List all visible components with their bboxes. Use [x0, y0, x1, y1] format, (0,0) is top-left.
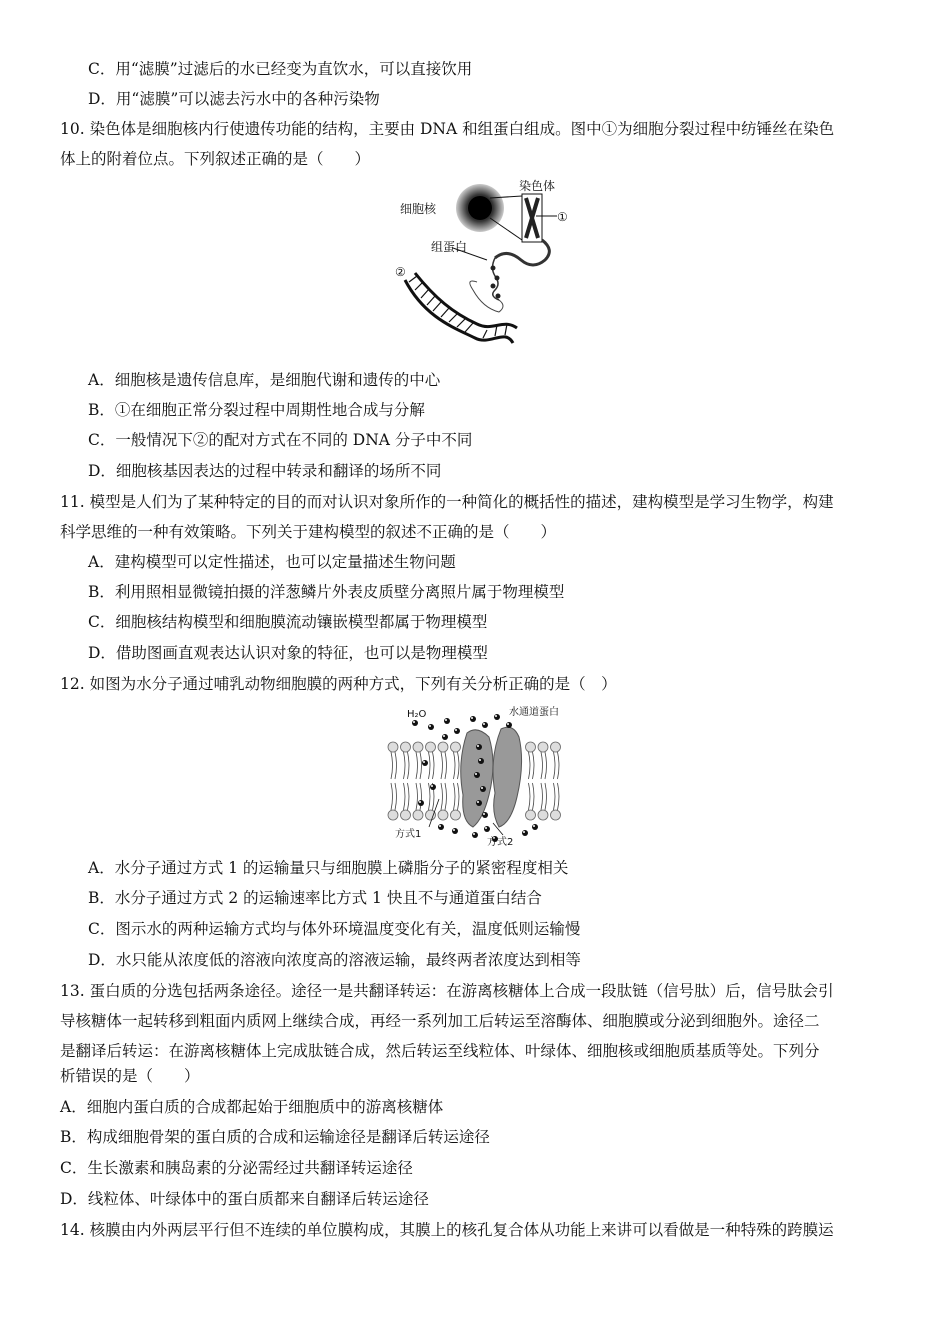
label-water-channel-protein: 水通道蛋白: [509, 707, 559, 718]
q10-stem-line-1: 10. 染色体是细胞核内行使遗传功能的结构，主要由 DNA 和组蛋白组成。图中①为细胞分裂过程中纺锤丝在染色: [60, 120, 835, 138]
marker-2: ②: [395, 265, 406, 279]
q12-option-a: A．水分子通过方式 1 的运输量只与细胞膜上磷脂分子的紧密程度相关: [88, 859, 569, 877]
q10-stem-line-2: 体上的附着位点。下列叙述正确的是（ ）: [60, 150, 371, 168]
q13-stem-line-2: 导核糖体一起转移到粗面内质网上继续合成，再经一系列加工后转运至溶酶体、细胞膜或分泌到细胞外。途径二: [60, 1012, 820, 1030]
q14-stem-line-1: 14. 核膜由内外两层平行但不连续的单位膜构成，其膜上的核孔复合体从功能上来讲可以看做是一种特殊的跨膜运: [60, 1221, 834, 1239]
label-h2o: H₂O: [407, 709, 427, 720]
q10-option-b: B．①在细胞正常分裂过程中周期性地合成与分解: [88, 401, 425, 419]
q13-stem-line-4: 析错误的是（ ）: [60, 1067, 200, 1085]
q13-option-c: C．生长激素和胰岛素的分泌需经过共翻译转运途径: [60, 1159, 413, 1177]
q11-option-a: A．建构模型可以定性描述，也可以定量描述生物问题: [88, 553, 456, 571]
q12-stem-line-1: 12. 如图为水分子通过哺乳动物细胞膜的两种方式，下列有关分析正确的是（ ）: [60, 675, 617, 693]
q12-option-c: C．图示水的两种运输方式均与体外环境温度变化有关，温度低则运输慢: [88, 920, 581, 938]
q9-option-c: C．用“滤膜”过滤后的水已经变为直饮水，可以直接饮用: [88, 60, 473, 78]
label-way-2: 方式2: [487, 837, 514, 848]
q10-option-a: A．细胞核是遗传信息库，是细胞代谢和遗传的中心: [88, 371, 441, 389]
q13-option-d: D．线粒体、叶绿体中的蛋白质都来自翻译后转运途径: [60, 1190, 429, 1208]
marker-1: ①: [557, 210, 568, 224]
q11-option-d: D．借助图画直观表达认识对象的特征，也可以是物理模型: [88, 644, 488, 662]
q13-option-b: B．构成细胞骨架的蛋白质的合成和运输途径是翻译后转运途径: [60, 1128, 490, 1146]
water-transport-membrane-figure: [385, 703, 570, 848]
chromosome-shape: [526, 198, 538, 238]
label-way-1: 方式1: [395, 829, 422, 840]
label-chromosome: 染色体: [519, 179, 556, 193]
q11-option-b: B．利用照相显微镜拍摄的洋葱鳞片外表皮质壁分离照片属于物理模型: [88, 583, 565, 601]
label-nucleus: 细胞核: [400, 202, 437, 216]
q12-option-b: B．水分子通过方式 2 的运输速率比方式 1 快且不与通道蛋白结合: [88, 889, 542, 907]
q11-stem-line-1: 11. 模型是人们为了某种特定的目的而对认识对象所作的一种简化的概括性的描述，建构模型是学习生物学，构建: [60, 493, 834, 511]
chromosome-structure-figure: [395, 178, 580, 360]
q13-stem-line-1: 13. 蛋白质的分选包括两条途径。途径一是共翻译转运：在游离核糖体上合成一段肽链（信号肽）后，信号肽会引: [60, 982, 834, 1000]
q13-stem-line-3: 是翻译后转运：在游离核糖体上完成肽链合成，然后转运至线粒体、叶绿体、细胞核或细胞质基质等处。下列分: [60, 1042, 820, 1060]
aquaporin-left-subunit: [461, 730, 493, 827]
q9-option-d: D．用“滤膜”可以滤去污水中的各种污染物: [88, 90, 380, 108]
label-histone: 组蛋白: [431, 240, 468, 254]
q13-option-a: A．细胞内蛋白质的合成都起始于细胞质中的游离核糖体: [60, 1098, 444, 1116]
q12-option-d: D．水只能从浓度低的溶液向浓度高的溶液运输，最终两者浓度达到相等: [88, 951, 581, 969]
q11-option-c: C．细胞核结构模型和细胞膜流动镶嵌模型都属于物理模型: [88, 613, 488, 631]
q10-option-d: D．细胞核基因表达的过程中转录和翻译的场所不同: [88, 462, 442, 480]
aquaporin-right-subunit: [493, 727, 522, 827]
q10-option-c: C．一般情况下②的配对方式在不同的 DNA 分子中不同: [88, 431, 473, 449]
q11-stem-line-2: 科学思维的一种有效策略。下列关于建构模型的叙述不正确的是（ ）: [60, 523, 557, 541]
